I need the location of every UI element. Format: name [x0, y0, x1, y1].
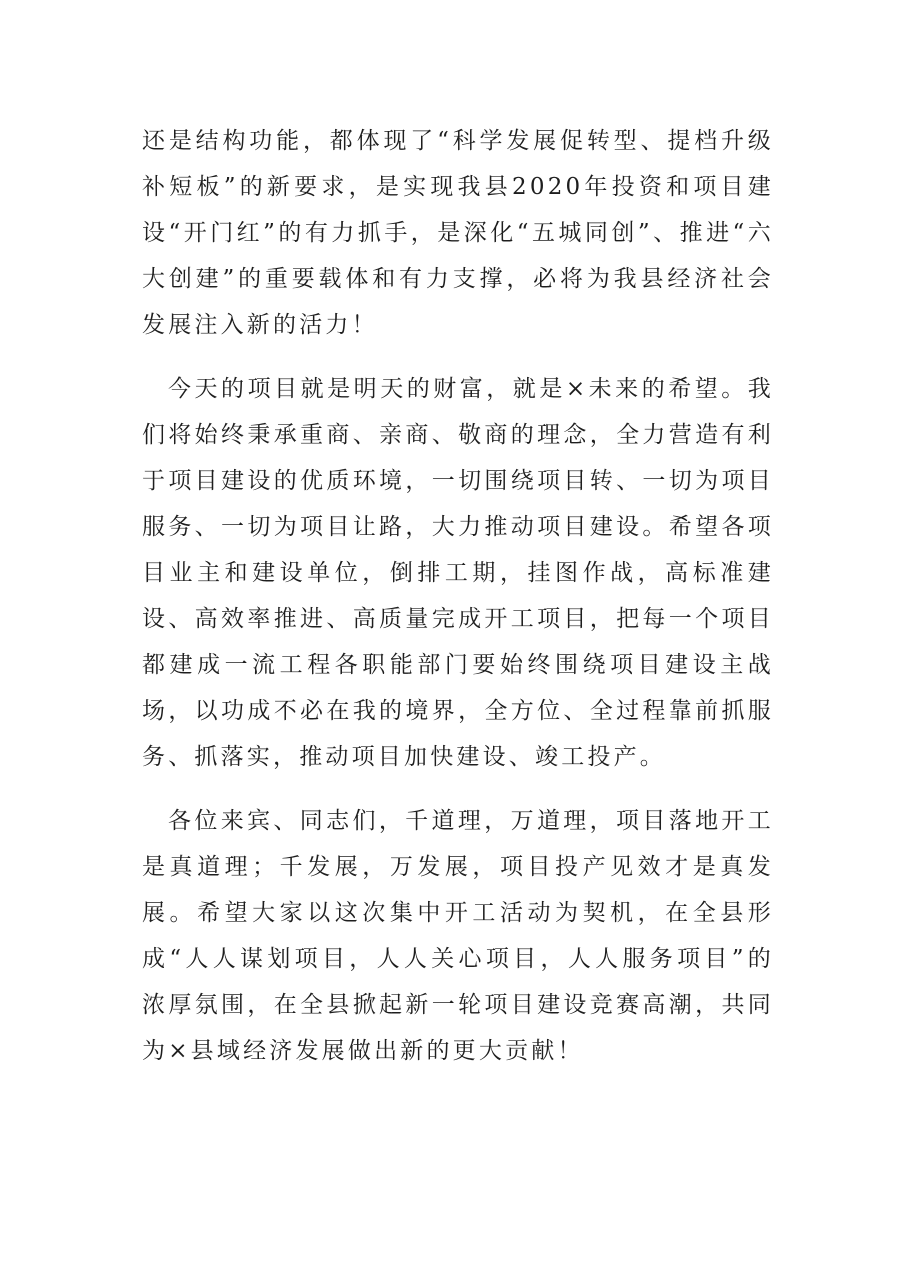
paragraph-3: 各位来宾、同志们，千道理，万道理，项目落地开工是真道理；千发展，万发展，项目投产见效才是真发展。希望大家以这次集中开工活动为契机，在全县形成“人人谋划项目，人人关心项目，人人服务项目”的浓厚氛围，在全县掀起新一轮项目建设竞赛高潮，共同为×县域经济发展做出新的更大贡献！	[142, 808, 774, 1064]
paragraph-2: 今天的项目就是明天的财富，就是×未来的希望。我们将始终秉承重商、亲商、敬商的理念，全力营造有利于项目建设的优质环境，一切围绕项目转、一切为项目服务、一切为项目让路，大力推动项目建设。希望各项目业主和建设单位，倒排工期，挂图作战，高标准建设、高效率推进、高质量完成开工项目，把每一个项目都建成一流工程各职能部门要始终围绕项目建设主战场，以功成不必在我的境界，全方位、全过程靠前抓服务、抓落实，推动项目加快建设、竣工投产。	[142, 376, 774, 770]
paragraph-1: 还是结构功能，都体现了“科学发展促转型、提档升级补短板”的新要求，是实现我县2020年投资和项目建设“开门红”的有力抓手，是深化“五城同创”、推进“六大创建”的重要载体和有力支撑，必将为我县经济社会发展注入新的活力！	[142, 128, 774, 338]
document-body	[142, 118, 774, 1074]
